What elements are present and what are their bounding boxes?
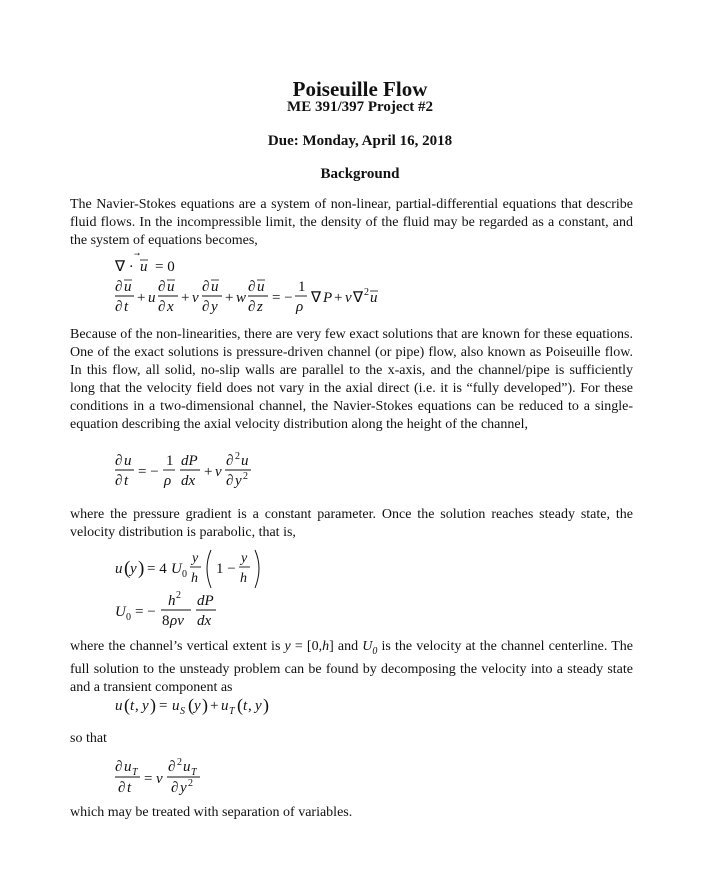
variable-y: y bbox=[284, 639, 291, 654]
svg-text:t: t bbox=[243, 698, 248, 714]
paragraph-intro: The Navier-Stokes equations are a system of non-linear, partial-differential equations that describe fluid flows. In the incompressible limit, the density of the fluid may be regarded as a constant, and the system of equations becomes, bbox=[70, 197, 633, 248]
svg-text:y: y bbox=[211, 299, 218, 315]
svg-text:t: t bbox=[124, 299, 129, 315]
svg-text:=: = bbox=[144, 771, 153, 787]
svg-text:8: 8 bbox=[162, 613, 170, 629]
due-date: Due: Monday, April 16, 2018 bbox=[267, 133, 453, 149]
svg-text:(: ( bbox=[124, 695, 130, 715]
svg-text:2: 2 bbox=[176, 590, 181, 601]
svg-text:x: x bbox=[167, 299, 174, 315]
svg-text:u: u bbox=[115, 698, 123, 714]
svg-text:∇: ∇ bbox=[311, 290, 322, 306]
svg-text:S: S bbox=[180, 706, 185, 717]
equation-transient bbox=[115, 756, 315, 798]
svg-text:+: + bbox=[204, 464, 213, 480]
svg-text:∂: ∂ bbox=[115, 453, 123, 469]
svg-text:∂: ∂ bbox=[248, 279, 256, 295]
svg-text:ν: ν bbox=[215, 464, 222, 480]
svg-text:(: ( bbox=[188, 695, 194, 715]
svg-text:h: h bbox=[240, 571, 247, 586]
svg-text:u: u bbox=[221, 698, 229, 714]
svg-text:y: y bbox=[241, 551, 248, 566]
equation-decomposition bbox=[115, 694, 335, 718]
svg-text:+: + bbox=[334, 290, 343, 306]
svg-text:∂: ∂ bbox=[226, 473, 234, 489]
decomposition-text-b: = [0, bbox=[290, 639, 323, 654]
svg-text:y: y bbox=[194, 698, 201, 714]
document-title: Poiseuille Flow bbox=[292, 77, 428, 101]
svg-text:∂: ∂ bbox=[248, 299, 256, 315]
svg-text:h: h bbox=[191, 571, 198, 586]
svg-text:U: U bbox=[171, 561, 182, 577]
svg-text:u: u bbox=[211, 279, 219, 295]
paragraph-so-that: so that bbox=[70, 731, 107, 746]
svg-text:∂: ∂ bbox=[118, 780, 126, 796]
svg-text:y: y bbox=[255, 698, 262, 714]
svg-text:,: , bbox=[248, 698, 252, 714]
svg-text:y: y bbox=[192, 551, 199, 566]
svg-text:U: U bbox=[115, 604, 126, 620]
svg-text:u: u bbox=[172, 698, 180, 714]
svg-text:+: + bbox=[137, 290, 146, 306]
svg-text:+: + bbox=[225, 290, 234, 306]
equation-momentum bbox=[115, 276, 415, 318]
svg-text:): ) bbox=[263, 695, 269, 715]
svg-text:∂: ∂ bbox=[115, 759, 123, 775]
svg-text:T: T bbox=[229, 706, 235, 717]
svg-text:∇ ·: ∇ · bbox=[115, 259, 134, 275]
equation-continuity bbox=[115, 256, 315, 276]
svg-text:u: u bbox=[140, 259, 148, 275]
svg-text:dP: dP bbox=[197, 593, 214, 609]
svg-text:1 −: 1 − bbox=[216, 561, 236, 577]
svg-text:∇: ∇ bbox=[353, 290, 364, 306]
svg-text:2: 2 bbox=[177, 757, 182, 768]
svg-text:y: y bbox=[130, 561, 137, 577]
svg-text:∂: ∂ bbox=[115, 299, 123, 315]
course-subtitle: ME 391/397 Project #2 bbox=[287, 99, 433, 115]
variable-u0: U bbox=[362, 639, 373, 654]
svg-text:(: ( bbox=[237, 695, 243, 715]
equation-reduced bbox=[115, 450, 315, 492]
svg-text:P: P bbox=[323, 290, 333, 306]
paragraph-separation: which may be treated with separation of variables. bbox=[70, 805, 353, 820]
paragraph-steady-state: where the pressure gradient is a constant parameter. Once the solution reaches steady state, the velocity distribution is parabolic, that is, bbox=[70, 507, 633, 540]
svg-text:t: t bbox=[130, 698, 135, 714]
section-heading: Background bbox=[320, 166, 400, 182]
svg-text:ν: ν bbox=[345, 290, 352, 306]
svg-text:2: 2 bbox=[364, 287, 369, 298]
svg-text:u: u bbox=[115, 561, 123, 577]
svg-text:∂: ∂ bbox=[115, 473, 123, 489]
svg-text:t: t bbox=[124, 473, 129, 489]
svg-text:): ) bbox=[202, 695, 208, 715]
svg-text:dx: dx bbox=[181, 473, 196, 489]
svg-text:0: 0 bbox=[182, 569, 187, 580]
svg-text:2: 2 bbox=[243, 471, 248, 482]
svg-text:= −: = − bbox=[138, 464, 159, 480]
svg-text:T: T bbox=[191, 767, 197, 778]
svg-text:u: u bbox=[124, 759, 132, 775]
svg-text:u: u bbox=[124, 279, 132, 295]
svg-text:w: w bbox=[236, 290, 247, 306]
equation-centerline-velocity bbox=[115, 590, 315, 632]
decomposition-text-c: ] and bbox=[329, 639, 363, 654]
svg-text:∂: ∂ bbox=[115, 279, 123, 295]
svg-text:T: T bbox=[132, 767, 138, 778]
decomposition-text-a: where the channel’s vertical extent is bbox=[70, 639, 285, 654]
svg-text:∂: ∂ bbox=[158, 279, 166, 295]
svg-text:= −: = − bbox=[135, 604, 156, 620]
svg-text:u: u bbox=[183, 759, 191, 775]
svg-text:u: u bbox=[148, 290, 156, 306]
svg-text:∂: ∂ bbox=[202, 299, 210, 315]
svg-text:ν: ν bbox=[156, 771, 163, 787]
svg-text:0: 0 bbox=[126, 612, 131, 623]
svg-text:∂: ∂ bbox=[226, 453, 234, 469]
svg-text:2: 2 bbox=[235, 451, 240, 462]
svg-text:u: u bbox=[167, 279, 175, 295]
svg-text:y: y bbox=[235, 473, 242, 489]
svg-text:= −: = − bbox=[272, 290, 293, 306]
svg-text:dx: dx bbox=[197, 613, 212, 629]
svg-text:= 0: = 0 bbox=[155, 259, 175, 275]
svg-text:=: = bbox=[159, 698, 168, 714]
variable-u0-subscript: 0 bbox=[372, 645, 378, 657]
svg-text:): ) bbox=[138, 558, 145, 579]
decomposition-text-d: is the velocity at the channel centerline. The full solution to the unsteady problem can be found by decomposing the velocity into a steady state and a transient component as bbox=[70, 639, 633, 695]
variable-h: h bbox=[322, 639, 330, 654]
svg-text:z: z bbox=[257, 299, 263, 315]
svg-text:dP: dP bbox=[181, 453, 198, 469]
svg-text:u: u bbox=[241, 453, 249, 469]
svg-text:ρν: ρν bbox=[170, 613, 184, 629]
svg-text:+: + bbox=[181, 290, 190, 306]
svg-text:ρ: ρ bbox=[296, 299, 304, 315]
svg-text:1: 1 bbox=[166, 453, 174, 469]
svg-text:u: u bbox=[370, 290, 378, 306]
svg-text:∂: ∂ bbox=[168, 759, 176, 775]
svg-text:ρ: ρ bbox=[164, 473, 172, 489]
svg-text:∂: ∂ bbox=[202, 279, 210, 295]
equation-velocity-profile bbox=[115, 546, 335, 592]
svg-text:u: u bbox=[124, 453, 132, 469]
svg-text:v: v bbox=[192, 290, 199, 306]
svg-text:): ) bbox=[150, 695, 156, 715]
paragraph-poiseuille: Because of the non-linearities, there are very few exact solutions that are known for these equations. One of the exact solutions is pressure-driven channel (or pipe) flow, also known as Poiseuille flow. In this flow, all solid, no-slip walls are parallel to the x-axis, and the channel/pipe is sufficiently long that the velocity field does not vary in the axial direct (i.e. it is “fully developed”). For these conditions in a two-dimensional channel, the Navier-Stokes equations can be reduced to a single-equation describing the axial velocity distribution along the height of the channel, bbox=[70, 327, 633, 432]
svg-text:(: ( bbox=[124, 558, 131, 579]
svg-text:∂: ∂ bbox=[171, 780, 179, 796]
svg-text:1: 1 bbox=[298, 279, 306, 295]
svg-text:y: y bbox=[142, 698, 149, 714]
svg-text:t: t bbox=[127, 780, 132, 796]
svg-text:2: 2 bbox=[188, 778, 193, 789]
svg-text:h: h bbox=[168, 593, 176, 609]
svg-text:∂: ∂ bbox=[158, 299, 166, 315]
paragraph-decomposition bbox=[70, 638, 633, 697]
svg-text:u: u bbox=[257, 279, 265, 295]
svg-text:⃗ bbox=[134, 252, 140, 256]
svg-text:+: + bbox=[210, 698, 219, 714]
svg-text:y: y bbox=[180, 780, 187, 796]
svg-text:= 4: = 4 bbox=[147, 561, 167, 577]
svg-text:,: , bbox=[135, 698, 139, 714]
